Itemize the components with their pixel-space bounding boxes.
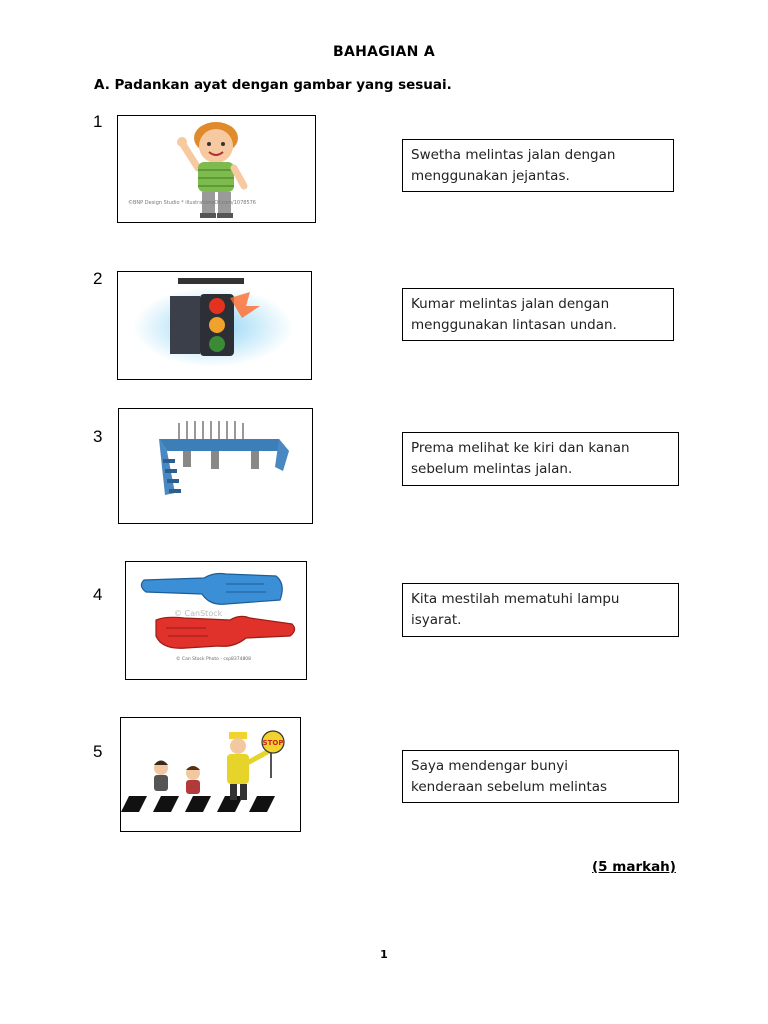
sentence-box-1: Swetha melintas jalan dengan menggunakan jejantas. [402, 139, 674, 192]
item-number-2: 2 [93, 269, 103, 288]
item-number-3: 3 [93, 427, 103, 446]
sentence-box-3: Prema melihat ke kiri dan kanan sebelum melintas jalan. [402, 432, 679, 486]
traffic-light-image [117, 271, 312, 380]
image-watermark-brand: © CanStock [174, 609, 223, 618]
page-title: BAHAGIAN A [332, 44, 436, 60]
zebra-crossing-image [120, 717, 301, 832]
total-marks: (5 markah) [592, 859, 676, 875]
traffic-light-icon [118, 272, 311, 379]
bridge-icon [119, 409, 312, 523]
sentence-box-5: Saya mendengar bunyi kenderaan sebelum melintas [402, 750, 679, 803]
item-number-1: 1 [93, 112, 103, 131]
instruction: A. Padankan ayat dengan gambar yang sesuai. [94, 77, 452, 93]
boy-waving-image [117, 115, 316, 223]
image-watermark: © Can Stock Photo - csp8374808 [176, 657, 252, 662]
boy-waving-icon [118, 116, 315, 222]
crossing-guard-icon [121, 718, 300, 831]
pointing-hands-image [125, 561, 307, 680]
stop-sign-text: STOP [262, 739, 284, 747]
item-number-5: 5 [93, 742, 103, 761]
item-number-4: 4 [93, 585, 103, 604]
hands-icon [126, 562, 306, 679]
sentence-box-4: Kita mestilah mematuhi lampu isyarat. [402, 583, 679, 637]
sentence-box-2: Kumar melintas jalan dengan menggunakan lintasan undan. [402, 288, 674, 341]
image-watermark: ©BNP Design Studio * illustrationsOf.com/1078576 [128, 200, 256, 206]
page-number: 1 [380, 948, 388, 961]
pedestrian-bridge-image [118, 408, 313, 524]
